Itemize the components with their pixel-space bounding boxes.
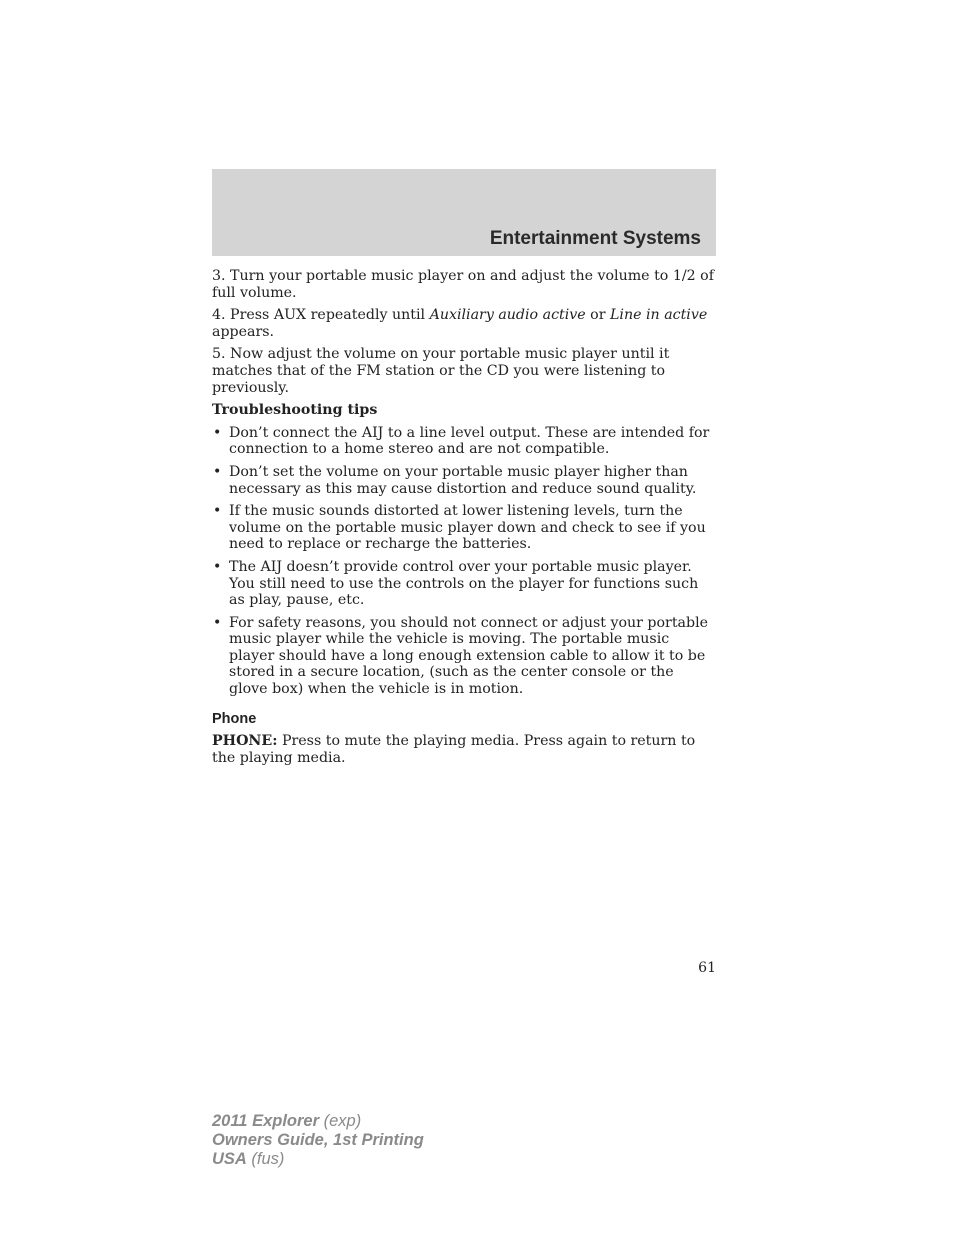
footer-line-market [212,1150,424,1169]
list-item-text: Don’t connect the AIJ to a line level output. These are intended for connection to a home stereo and are not compatible. [229,424,710,458]
step-4 [212,307,716,340]
list-item [212,464,716,497]
footer-model: 2011 Explorer [212,1112,320,1130]
footer-line-guide [212,1131,424,1150]
footer-model-code: (exp) [319,1112,362,1130]
page-number: 61 [698,960,716,976]
list-item-text: If the music sounds distorted at lower listening levels, turn the volume on the portable music player down and check to see if you need to replace or recharge the batteries. [229,503,706,553]
list-item [212,425,716,458]
bullet-icon: • [213,503,222,520]
list-item-text: The AIJ doesn’t provide control over your portable music player. You still need to use the controls on the player for functions such as play, pause, etc. [229,558,699,609]
phone-text: Press to mute the playing media. Press again to return to the playing media. [212,733,696,766]
step-4-message-line-in: Line in active [610,307,708,324]
footer-line-model [212,1112,424,1131]
page-content [212,268,716,772]
list-item [212,559,716,609]
step-4-prefix: 4. Press AUX repeatedly until [212,307,430,324]
section-title: Entertainment Systems [489,228,701,249]
bullet-icon: • [213,424,222,441]
section-header-band [212,169,716,256]
footer-market-code: (fus) [246,1150,285,1168]
bullet-icon: • [213,614,222,631]
step-5: 5. Now adjust the volume on your portable music player until it matches that of the FM station or the CD you were listening to previously. [212,346,670,396]
list-item-text: Don’t set the volume on your portable music player higher than necessary as this may cause distortion and reduce sound quality. [229,463,697,497]
step-4-suffix: appears. [212,323,275,340]
bullet-icon: • [213,463,222,480]
phone-section-title: Phone [212,710,257,727]
phone-label: PHONE: [212,733,278,750]
step-4-message-auxiliary: Auxiliary audio active [429,307,586,324]
troubleshooting-list [212,425,716,698]
list-item [212,503,716,553]
list-item-text: For safety reasons, you should not connect or adjust your portable music player while the vehicle is moving. The portable music player should have a long enough extension cable to allow it to be stored in a secure location, (such as the center console or the glove box) when the vehicle is in motion. [229,614,709,698]
step-3: 3. Turn your portable music player on and adjust the volume to 1/2 of full volume. [212,268,714,301]
phone-description [212,733,716,766]
document-footer [212,1112,424,1169]
footer-market: USA [212,1150,247,1168]
step-4-connector: or [585,307,611,324]
bullet-icon: • [213,558,222,575]
troubleshooting-heading: Troubleshooting tips [212,402,378,419]
list-item [212,615,716,698]
footer-guide: Owners Guide, 1st Printing [212,1131,424,1149]
